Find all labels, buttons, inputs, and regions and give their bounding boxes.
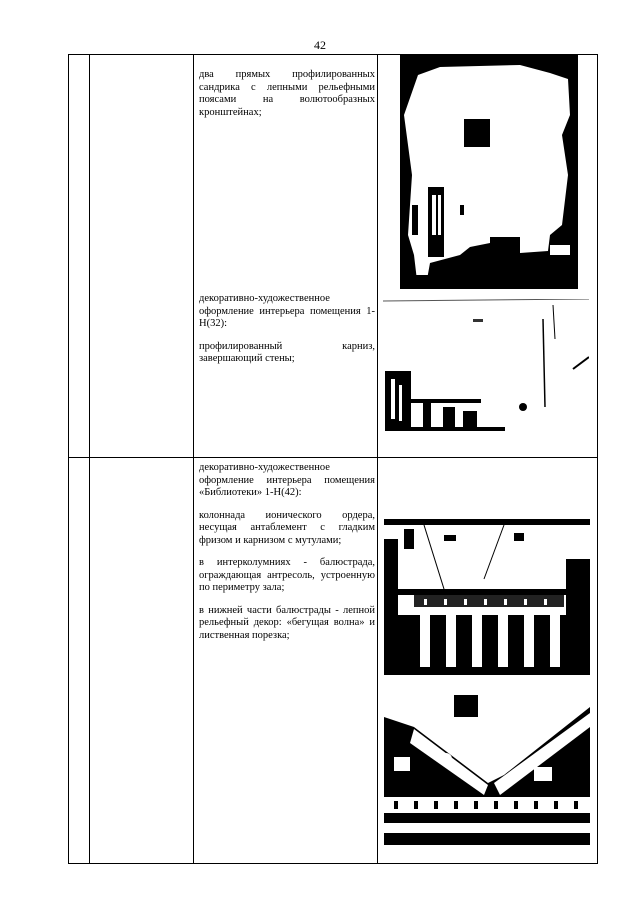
photo-interior-cornice [383,299,589,433]
row1-paragraph-cornice: профилированный карниз, завершающий стены; [199,340,375,364]
column-divider [193,55,194,863]
document-table [68,54,598,864]
row2-paragraph-balustrade: в интерколумниях - балюстрада, ограждающая антресоль, устроенную по периметру зала; [199,557,375,593]
photo-library-colonnade [384,519,590,675]
column-divider [89,55,90,863]
row-divider [69,457,597,458]
photo-facade-window [400,55,578,289]
row2-paragraph-library: декоративно-художественное оформление интерьера помещения «Библиотеки» 1-Н(42): [199,462,375,498]
row2-paragraph-decor: в нижней части балюстрады - лепной рельефный декор: «бегущая волна» и лиственная порезка; [199,604,375,641]
row1-paragraph-sandriki: два прямых профилированных сандрика с лепными рельефными поясами на волютообразных кронштейнах; [199,69,375,118]
page-number: 42 [314,38,326,52]
row2-text-block [199,462,375,652]
row2-paragraph-colonnade: колоннада ионического ордера, несущая антаблемент с гладким фризом и карнизом с мутулами; [199,509,375,546]
row1-text-block-interior [199,293,375,376]
row1-paragraph-interior: декоративно-художественное оформление интерьера помещения 1-Н(32): [199,293,375,329]
photo-library-ceiling-corner [384,687,590,845]
row1-text-block [199,69,375,129]
column-divider [377,55,378,863]
